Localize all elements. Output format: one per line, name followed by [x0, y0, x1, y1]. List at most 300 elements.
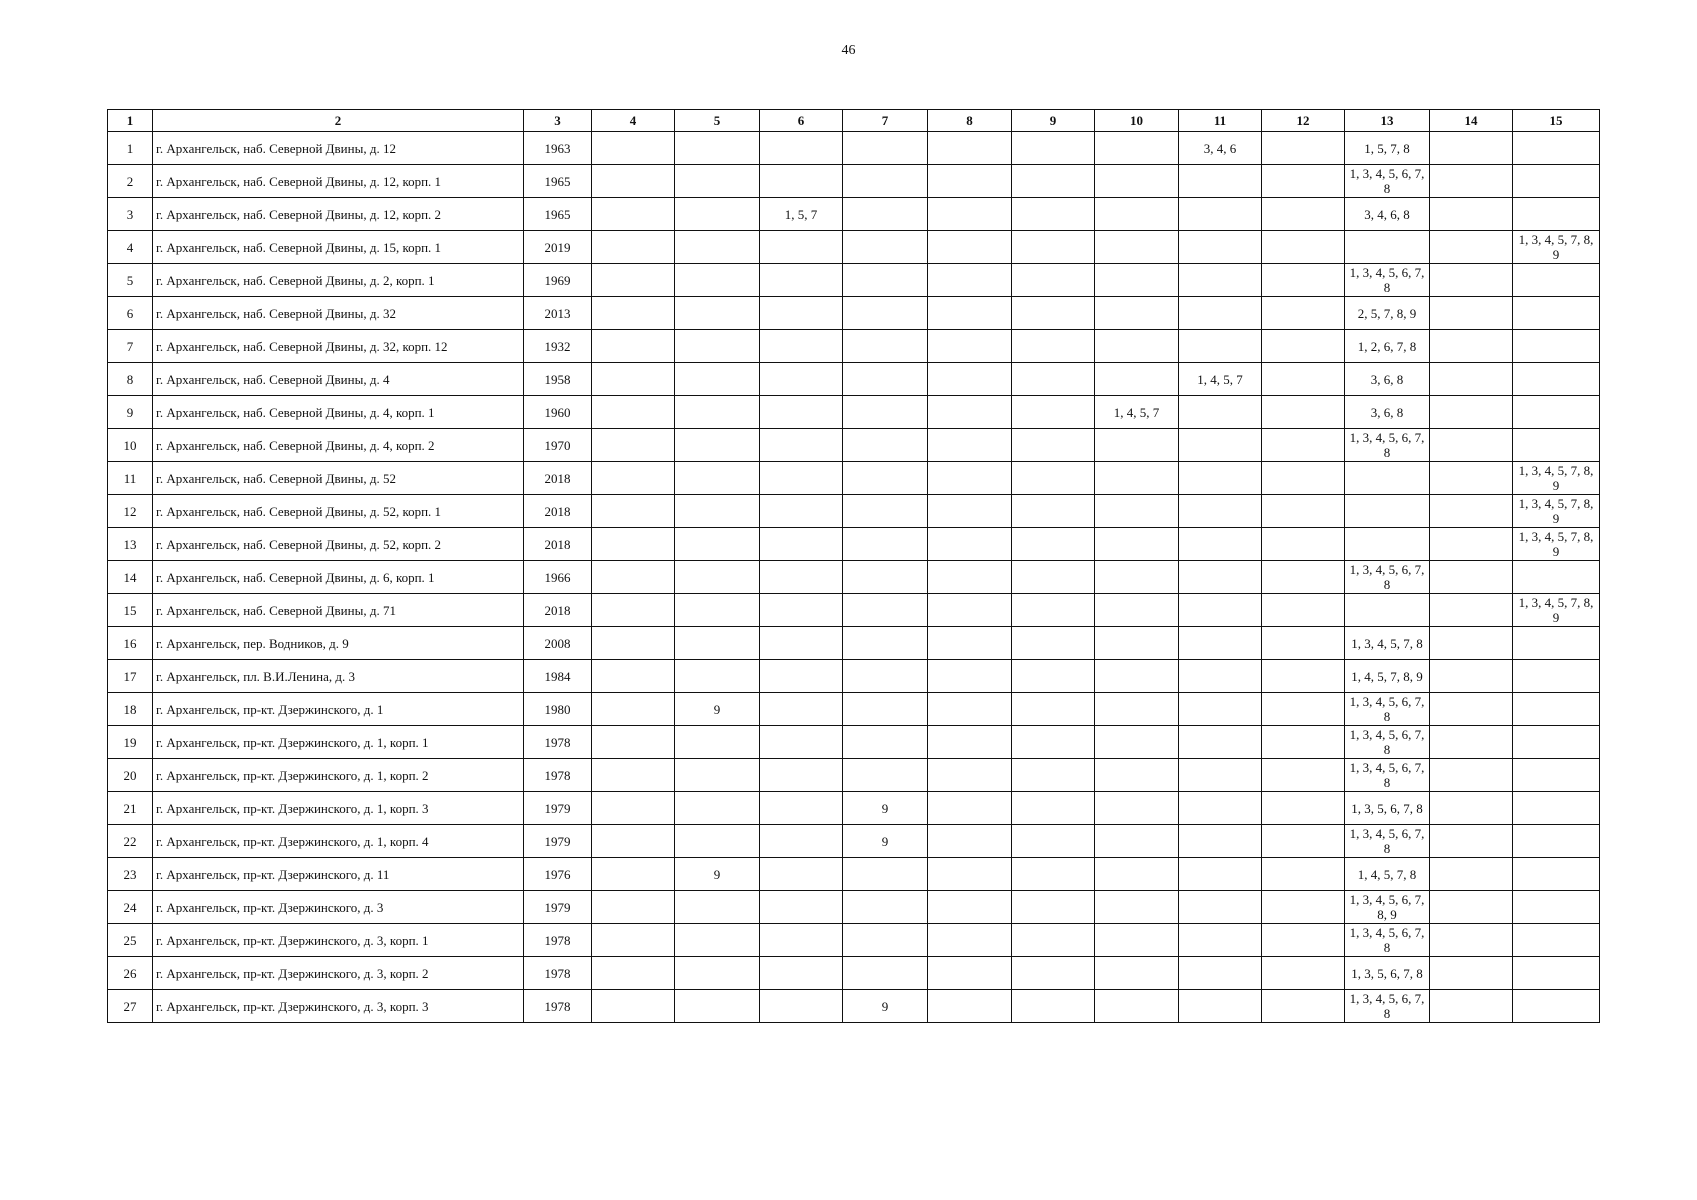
table-cell — [1430, 330, 1513, 363]
table-cell — [1179, 561, 1262, 594]
table-cell — [1430, 462, 1513, 495]
table-cell — [760, 330, 843, 363]
table-cell — [675, 759, 760, 792]
table-cell — [1012, 495, 1095, 528]
table-cell — [843, 726, 928, 759]
table-cell — [592, 759, 675, 792]
address-cell: г. Архангельск, пр-кт. Дзержинского, д. 1, корп. 1 — [153, 726, 524, 759]
table-cell — [928, 330, 1012, 363]
table-cell: 1, 4, 5, 7 — [1095, 396, 1179, 429]
address-cell: г. Архангельск, наб. Северной Двины, д. 4 — [153, 363, 524, 396]
table-cell — [928, 693, 1012, 726]
table-row — [108, 495, 1600, 528]
column-header-6: 6 — [760, 110, 843, 132]
address-cell: г. Архангельск, пр-кт. Дзержинского, д. 1, корп. 2 — [153, 759, 524, 792]
table-cell — [1179, 231, 1262, 264]
table-cell — [675, 891, 760, 924]
table-cell — [1430, 198, 1513, 231]
table-cell — [1513, 627, 1600, 660]
table-cell — [1430, 825, 1513, 858]
page-number: 46 — [841, 43, 856, 58]
table-row — [108, 660, 1600, 693]
column-header-3: 3 — [524, 110, 592, 132]
table-cell: 1, 3, 4, 5, 6, 7, 8 — [1345, 759, 1430, 792]
table-cell — [592, 561, 675, 594]
table-cell — [843, 858, 928, 891]
year-cell: 1932 — [524, 330, 592, 363]
row-number-cell: 4 — [108, 231, 153, 264]
row-number-cell: 26 — [108, 957, 153, 990]
table-cell — [1430, 594, 1513, 627]
table-cell: 1, 3, 4, 5, 6, 7, 8 — [1345, 924, 1430, 957]
table-cell — [1513, 396, 1600, 429]
table-cell — [1012, 165, 1095, 198]
table-cell — [1012, 726, 1095, 759]
table-cell — [1095, 528, 1179, 561]
year-cell: 1978 — [524, 957, 592, 990]
table-cell — [843, 132, 928, 165]
table-cell — [760, 627, 843, 660]
table-cell — [1095, 330, 1179, 363]
table-cell — [1179, 891, 1262, 924]
column-header-4: 4 — [592, 110, 675, 132]
table-cell — [1012, 891, 1095, 924]
row-number-cell: 23 — [108, 858, 153, 891]
table-cell — [760, 561, 843, 594]
table-cell — [1179, 858, 1262, 891]
table-cell: 1, 3, 4, 5, 6, 7, 8 — [1345, 561, 1430, 594]
table-cell — [1262, 924, 1345, 957]
address-cell: г. Архангельск, наб. Северной Двины, д. 4, корп. 1 — [153, 396, 524, 429]
table-cell — [1179, 825, 1262, 858]
table-cell: 1, 4, 5, 7 — [1179, 363, 1262, 396]
table-cell — [1513, 693, 1600, 726]
table-row — [108, 330, 1600, 363]
table-cell — [1012, 627, 1095, 660]
table-cell — [760, 132, 843, 165]
table-cell — [843, 165, 928, 198]
table-cell — [760, 759, 843, 792]
table-cell — [1430, 264, 1513, 297]
table-cell — [592, 792, 675, 825]
table-cell — [592, 462, 675, 495]
table-cell — [1430, 528, 1513, 561]
table-cell — [928, 957, 1012, 990]
table-cell — [928, 132, 1012, 165]
row-number-cell: 21 — [108, 792, 153, 825]
address-cell: г. Архангельск, наб. Северной Двины, д. 4, корп. 2 — [153, 429, 524, 462]
table-cell — [675, 495, 760, 528]
table-cell — [928, 891, 1012, 924]
table-row — [108, 132, 1600, 165]
address-cell: г. Архангельск, наб. Северной Двины, д. 52 — [153, 462, 524, 495]
table-cell — [1262, 627, 1345, 660]
row-number-cell: 13 — [108, 528, 153, 561]
table-cell — [1262, 363, 1345, 396]
table-cell — [1095, 462, 1179, 495]
table-cell — [760, 594, 843, 627]
table-cell — [1262, 693, 1345, 726]
address-cell: г. Архангельск, пр-кт. Дзержинского, д. 3, корп. 2 — [153, 957, 524, 990]
year-cell: 2018 — [524, 594, 592, 627]
table-cell — [760, 825, 843, 858]
table-cell — [928, 297, 1012, 330]
table-body — [108, 132, 1600, 1023]
table-cell — [675, 396, 760, 429]
table-cell — [1095, 627, 1179, 660]
row-number-cell: 24 — [108, 891, 153, 924]
table-cell — [928, 396, 1012, 429]
table-cell — [1513, 825, 1600, 858]
table-cell — [1262, 495, 1345, 528]
table-cell — [928, 825, 1012, 858]
table-row — [108, 528, 1600, 561]
year-cell: 1958 — [524, 363, 592, 396]
table-cell — [1430, 726, 1513, 759]
table-cell — [928, 660, 1012, 693]
table-cell — [592, 528, 675, 561]
table-cell — [1430, 660, 1513, 693]
table-cell — [928, 198, 1012, 231]
row-number-cell: 8 — [108, 363, 153, 396]
table-cell — [1095, 792, 1179, 825]
table-cell — [843, 330, 928, 363]
table-row — [108, 858, 1600, 891]
table-cell — [1262, 429, 1345, 462]
table-cell: 1, 3, 5, 6, 7, 8 — [1345, 957, 1430, 990]
table-cell — [675, 165, 760, 198]
table-cell — [760, 924, 843, 957]
table-cell: 1, 2, 6, 7, 8 — [1345, 330, 1430, 363]
year-cell: 2019 — [524, 231, 592, 264]
year-cell: 1965 — [524, 165, 592, 198]
table-cell: 1, 3, 4, 5, 7, 8 — [1345, 627, 1430, 660]
row-number-cell: 10 — [108, 429, 153, 462]
table-cell — [1513, 297, 1600, 330]
table-cell — [1012, 198, 1095, 231]
table-cell — [1513, 924, 1600, 957]
table-row — [108, 891, 1600, 924]
table-cell — [675, 429, 760, 462]
table-cell — [760, 957, 843, 990]
table-cell — [928, 858, 1012, 891]
table-cell — [592, 594, 675, 627]
table-cell — [1012, 132, 1095, 165]
table-cell — [1095, 132, 1179, 165]
table-cell — [1513, 957, 1600, 990]
table-cell — [760, 660, 843, 693]
table-cell — [760, 990, 843, 1023]
table-cell — [1262, 198, 1345, 231]
table-cell: 1, 4, 5, 7, 8, 9 — [1345, 660, 1430, 693]
table-cell — [675, 528, 760, 561]
table-cell — [843, 198, 928, 231]
table-cell — [1345, 231, 1430, 264]
table-cell — [760, 363, 843, 396]
table-cell — [1012, 363, 1095, 396]
table-cell — [1430, 363, 1513, 396]
table-row — [108, 264, 1600, 297]
table-row — [108, 594, 1600, 627]
year-cell: 1970 — [524, 429, 592, 462]
table-cell — [675, 825, 760, 858]
address-cell: г. Архангельск, пл. В.И.Ленина, д. 3 — [153, 660, 524, 693]
column-header-13: 13 — [1345, 110, 1430, 132]
address-cell: г. Архангельск, наб. Северной Двины, д. 71 — [153, 594, 524, 627]
table-cell — [1012, 693, 1095, 726]
column-header-12: 12 — [1262, 110, 1345, 132]
table-cell — [1513, 264, 1600, 297]
table-cell — [675, 726, 760, 759]
table-cell: 9 — [675, 693, 760, 726]
table-cell — [675, 792, 760, 825]
year-cell: 1966 — [524, 561, 592, 594]
row-number-cell: 7 — [108, 330, 153, 363]
address-cell: г. Архангельск, пр-кт. Дзержинского, д. 3, корп. 1 — [153, 924, 524, 957]
table-cell — [1012, 858, 1095, 891]
year-cell: 1960 — [524, 396, 592, 429]
table-cell — [843, 594, 928, 627]
table-cell — [843, 528, 928, 561]
table-cell — [592, 891, 675, 924]
table-cell — [1513, 330, 1600, 363]
table-cell — [1012, 561, 1095, 594]
table-cell — [760, 396, 843, 429]
year-cell: 1978 — [524, 726, 592, 759]
table-cell — [592, 396, 675, 429]
table-cell: 1, 3, 4, 5, 6, 7, 8 — [1345, 693, 1430, 726]
table-cell — [1345, 462, 1430, 495]
table-cell — [1430, 561, 1513, 594]
table-cell — [1095, 297, 1179, 330]
table-cell — [1513, 792, 1600, 825]
table-cell — [1095, 429, 1179, 462]
address-cell: г. Архангельск, наб. Северной Двины, д. 32 — [153, 297, 524, 330]
table-row — [108, 363, 1600, 396]
table-cell — [1262, 231, 1345, 264]
table-cell — [592, 693, 675, 726]
table-cell — [1095, 660, 1179, 693]
table-cell — [592, 231, 675, 264]
table-row — [108, 231, 1600, 264]
table-row — [108, 396, 1600, 429]
table-cell: 9 — [843, 825, 928, 858]
year-cell: 1965 — [524, 198, 592, 231]
table-cell — [1179, 957, 1262, 990]
table-cell — [928, 924, 1012, 957]
table-cell — [1430, 165, 1513, 198]
table-cell — [843, 231, 928, 264]
table-row — [108, 693, 1600, 726]
table-cell — [760, 693, 843, 726]
table-cell — [592, 924, 675, 957]
row-number-cell: 19 — [108, 726, 153, 759]
table-cell — [1179, 396, 1262, 429]
table-cell — [1095, 957, 1179, 990]
table-cell — [760, 528, 843, 561]
table-cell — [1095, 726, 1179, 759]
table-cell: 1, 3, 4, 5, 6, 7, 8 — [1345, 726, 1430, 759]
table-cell — [760, 462, 843, 495]
table-cell — [843, 660, 928, 693]
table-cell — [675, 132, 760, 165]
table-cell: 9 — [843, 990, 928, 1023]
table-cell — [1262, 561, 1345, 594]
address-cell: г. Архангельск, наб. Северной Двины, д. 12, корп. 1 — [153, 165, 524, 198]
table-cell — [1262, 462, 1345, 495]
table-cell — [1513, 858, 1600, 891]
table-cell — [1262, 759, 1345, 792]
table-cell: 1, 3, 4, 5, 7, 8, 9 — [1513, 495, 1600, 528]
table-cell — [1012, 429, 1095, 462]
table-cell — [592, 627, 675, 660]
table-cell — [675, 462, 760, 495]
address-cell: г. Архангельск, пр-кт. Дзержинского, д. 1 — [153, 693, 524, 726]
table-cell — [1430, 429, 1513, 462]
table-row — [108, 990, 1600, 1023]
table-cell — [592, 957, 675, 990]
table-cell — [1095, 231, 1179, 264]
table-cell — [843, 462, 928, 495]
table-cell — [1179, 264, 1262, 297]
data-table — [107, 109, 1600, 1023]
table-row — [108, 462, 1600, 495]
address-cell: г. Архангельск, пр-кт. Дзержинского, д. 3 — [153, 891, 524, 924]
table-cell — [843, 429, 928, 462]
table-cell — [843, 693, 928, 726]
table-cell — [592, 990, 675, 1023]
row-number-cell: 16 — [108, 627, 153, 660]
table-cell: 1, 4, 5, 7, 8 — [1345, 858, 1430, 891]
table-cell — [760, 429, 843, 462]
table-cell — [1179, 792, 1262, 825]
table-cell — [928, 594, 1012, 627]
table-cell — [1430, 792, 1513, 825]
table-cell: 1, 3, 4, 5, 7, 8, 9 — [1513, 462, 1600, 495]
table-cell — [592, 198, 675, 231]
table-cell — [1262, 297, 1345, 330]
table-cell — [1345, 495, 1430, 528]
table-cell: 1, 3, 4, 5, 6, 7, 8, 9 — [1345, 891, 1430, 924]
table-row — [108, 561, 1600, 594]
table-cell — [1012, 396, 1095, 429]
table-cell — [1179, 726, 1262, 759]
table-cell: 1, 3, 4, 5, 6, 7, 8 — [1345, 825, 1430, 858]
table-cell — [675, 660, 760, 693]
table-cell — [1262, 264, 1345, 297]
table-cell — [1262, 594, 1345, 627]
table-cell — [675, 990, 760, 1023]
row-number-cell: 3 — [108, 198, 153, 231]
table-cell — [592, 825, 675, 858]
table-cell — [1262, 957, 1345, 990]
table-cell — [1012, 231, 1095, 264]
table-cell — [1262, 891, 1345, 924]
table-cell: 1, 3, 4, 5, 6, 7, 8 — [1345, 990, 1430, 1023]
table-cell — [843, 759, 928, 792]
table-cell: 1, 5, 7 — [760, 198, 843, 231]
table-cell: 3, 4, 6 — [1179, 132, 1262, 165]
table-cell — [1095, 561, 1179, 594]
table-cell: 1, 3, 5, 6, 7, 8 — [1345, 792, 1430, 825]
table-cell — [592, 264, 675, 297]
table-cell — [1430, 990, 1513, 1023]
table-cell — [1095, 363, 1179, 396]
year-cell: 1978 — [524, 924, 592, 957]
table-cell — [1262, 825, 1345, 858]
year-cell: 2018 — [524, 528, 592, 561]
table-cell — [1012, 594, 1095, 627]
table-cell — [592, 858, 675, 891]
year-cell: 2018 — [524, 462, 592, 495]
table-row — [108, 792, 1600, 825]
table-cell — [1095, 759, 1179, 792]
table-cell — [843, 891, 928, 924]
table-cell — [1513, 132, 1600, 165]
table-cell — [1513, 990, 1600, 1023]
table-cell — [843, 957, 928, 990]
table-cell — [760, 165, 843, 198]
table-cell — [928, 759, 1012, 792]
table-cell — [675, 198, 760, 231]
table-cell — [760, 297, 843, 330]
year-cell: 1978 — [524, 990, 592, 1023]
table-cell — [1513, 363, 1600, 396]
column-header-1: 1 — [108, 110, 153, 132]
table-cell — [760, 792, 843, 825]
address-cell: г. Архангельск, пр-кт. Дзержинского, д. 11 — [153, 858, 524, 891]
table-cell — [1262, 132, 1345, 165]
year-cell: 1976 — [524, 858, 592, 891]
table-cell — [1513, 759, 1600, 792]
table-cell — [1430, 957, 1513, 990]
table-cell — [1095, 165, 1179, 198]
table-cell — [1012, 297, 1095, 330]
table-cell — [1179, 198, 1262, 231]
table-row — [108, 825, 1600, 858]
table-cell — [928, 627, 1012, 660]
table-header — [108, 110, 1600, 132]
table-cell — [1430, 759, 1513, 792]
table-cell — [1179, 627, 1262, 660]
table-cell — [1012, 462, 1095, 495]
table-cell — [1095, 495, 1179, 528]
table-cell — [928, 429, 1012, 462]
table-cell — [1095, 594, 1179, 627]
table-cell — [928, 990, 1012, 1023]
table-cell: 9 — [675, 858, 760, 891]
table-cell: 3, 4, 6, 8 — [1345, 198, 1430, 231]
table-cell — [760, 726, 843, 759]
row-number-cell: 18 — [108, 693, 153, 726]
column-header-7: 7 — [843, 110, 928, 132]
table-cell — [1012, 330, 1095, 363]
table-row — [108, 165, 1600, 198]
address-cell: г. Архангельск, пер. Водников, д. 9 — [153, 627, 524, 660]
table-cell — [592, 660, 675, 693]
table-cell — [1262, 792, 1345, 825]
table-cell: 9 — [843, 792, 928, 825]
table-cell: 1, 5, 7, 8 — [1345, 132, 1430, 165]
table-cell — [592, 132, 675, 165]
row-number-cell: 14 — [108, 561, 153, 594]
row-number-cell: 20 — [108, 759, 153, 792]
table-cell — [1513, 429, 1600, 462]
address-cell: г. Архангельск, наб. Северной Двины, д. 2, корп. 1 — [153, 264, 524, 297]
table-cell — [675, 231, 760, 264]
table-cell — [592, 330, 675, 363]
row-number-cell: 11 — [108, 462, 153, 495]
